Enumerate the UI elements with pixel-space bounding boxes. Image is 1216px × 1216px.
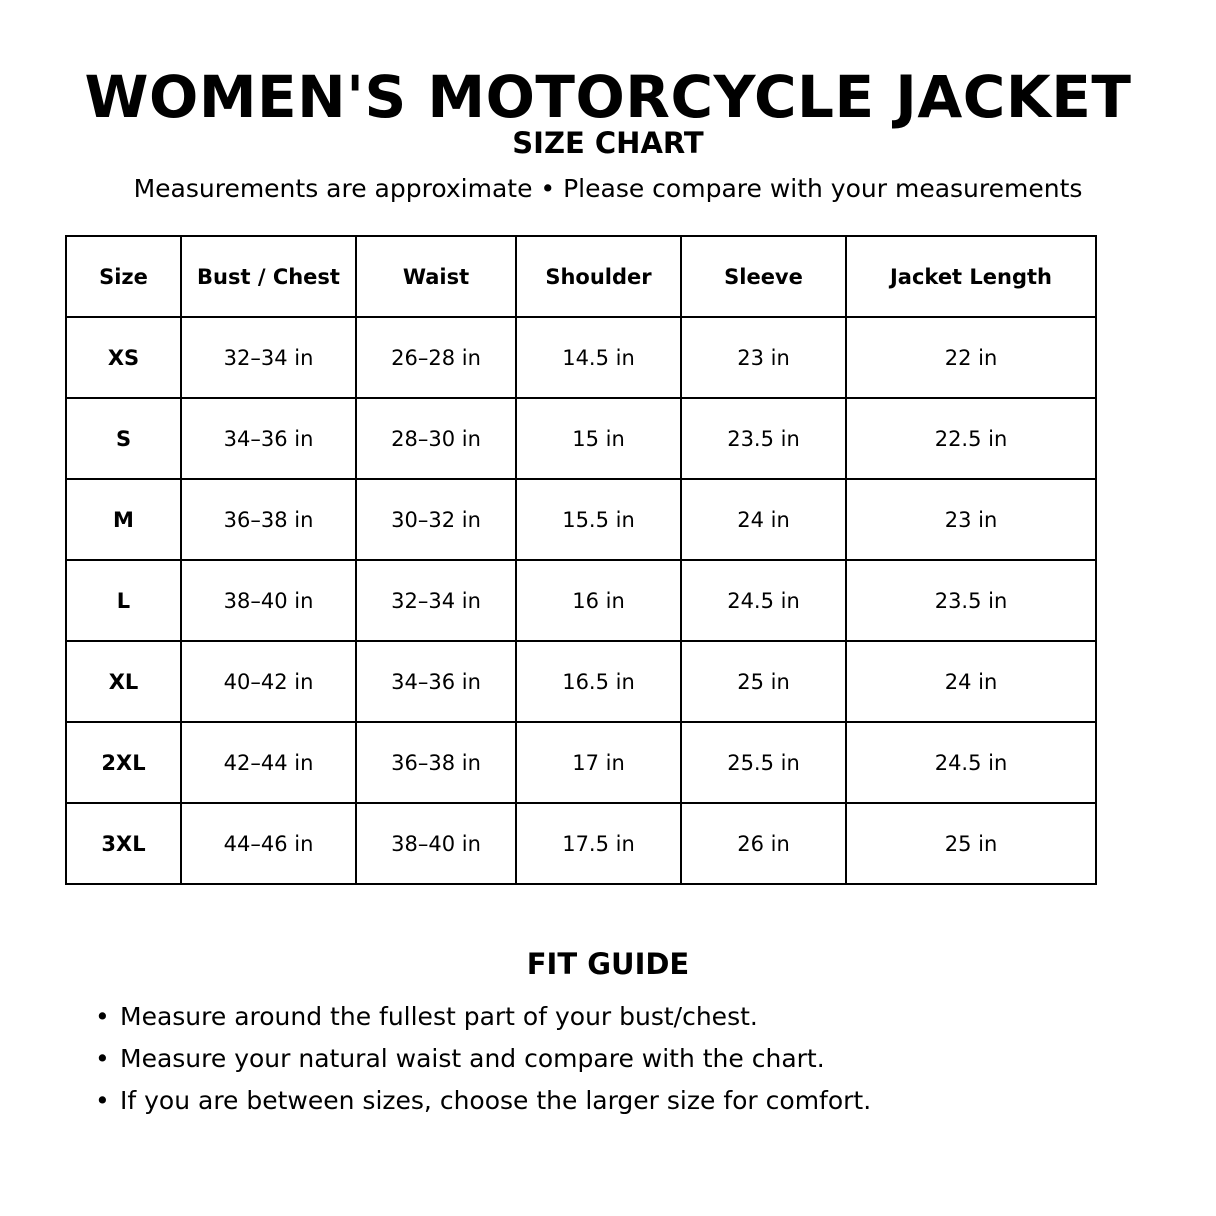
table-row	[66, 398, 1096, 479]
fit-guide-item-text: Measure around the fullest part of your bust/chest.	[120, 1002, 758, 1031]
measurement-note: Measurements are approximate • Please compare with your measurements	[133, 174, 1083, 203]
jacket-length-cell: 22 in	[846, 317, 1096, 398]
bust-chest-cell: 36–38 in	[181, 479, 356, 560]
shoulder-cell: 15 in	[516, 398, 681, 479]
column-header-size: Size	[66, 236, 181, 317]
sleeve-cell: 25.5 in	[681, 722, 846, 803]
bust-chest-cell: 40–42 in	[181, 641, 356, 722]
page-title: WOMEN'S MOTORCYCLE JACKET	[84, 63, 1132, 131]
column-header-shoulder: Shoulder	[516, 236, 681, 317]
size-cell: 2XL	[66, 722, 181, 803]
table-row	[66, 560, 1096, 641]
table-header-row	[66, 236, 1096, 317]
jacket-length-cell: 22.5 in	[846, 398, 1096, 479]
size-cell: L	[66, 560, 181, 641]
waist-cell: 38–40 in	[356, 803, 516, 884]
shoulder-cell: 17.5 in	[516, 803, 681, 884]
waist-cell: 36–38 in	[356, 722, 516, 803]
bullet-icon: •	[95, 1002, 110, 1031]
size-cell: S	[66, 398, 181, 479]
jacket-length-cell: 23 in	[846, 479, 1096, 560]
table-row	[66, 722, 1096, 803]
sleeve-cell: 25 in	[681, 641, 846, 722]
jacket-length-cell: 25 in	[846, 803, 1096, 884]
bullet-icon: •	[95, 1044, 110, 1073]
column-header-jacket-length: Jacket Length	[846, 236, 1096, 317]
shoulder-cell: 16.5 in	[516, 641, 681, 722]
table-row	[66, 641, 1096, 722]
column-header-bust-chest: Bust / Chest	[181, 236, 356, 317]
bullet-icon: •	[95, 1086, 110, 1115]
column-header-sleeve: Sleeve	[681, 236, 846, 317]
jacket-length-cell: 23.5 in	[846, 560, 1096, 641]
sleeve-cell: 24.5 in	[681, 560, 846, 641]
waist-cell: 28–30 in	[356, 398, 516, 479]
waist-cell: 34–36 in	[356, 641, 516, 722]
sleeve-cell: 24 in	[681, 479, 846, 560]
size-cell: M	[66, 479, 181, 560]
waist-cell: 32–34 in	[356, 560, 516, 641]
table-row	[66, 479, 1096, 560]
fit-guide-item	[95, 996, 871, 1038]
bust-chest-cell: 34–36 in	[181, 398, 356, 479]
column-header-waist: Waist	[356, 236, 516, 317]
size-cell: XL	[66, 641, 181, 722]
bust-chest-cell: 32–34 in	[181, 317, 356, 398]
fit-guide-title: FIT GUIDE	[526, 947, 690, 981]
size-chart-table	[65, 235, 1097, 885]
sleeve-cell: 23 in	[681, 317, 846, 398]
table-row	[66, 803, 1096, 884]
fit-guide-list	[95, 996, 871, 1122]
shoulder-cell: 17 in	[516, 722, 681, 803]
fit-guide-item-text: Measure your natural waist and compare with the chart.	[120, 1044, 825, 1073]
sleeve-cell: 23.5 in	[681, 398, 846, 479]
shoulder-cell: 16 in	[516, 560, 681, 641]
waist-cell: 30–32 in	[356, 479, 516, 560]
size-cell: XS	[66, 317, 181, 398]
table-row	[66, 317, 1096, 398]
fit-guide-item	[95, 1038, 871, 1080]
fit-guide-item-text: If you are between sizes, choose the larger size for comfort.	[120, 1086, 872, 1115]
page-subtitle: SIZE CHART	[512, 126, 704, 160]
waist-cell: 26–28 in	[356, 317, 516, 398]
shoulder-cell: 14.5 in	[516, 317, 681, 398]
bust-chest-cell: 42–44 in	[181, 722, 356, 803]
shoulder-cell: 15.5 in	[516, 479, 681, 560]
jacket-length-cell: 24.5 in	[846, 722, 1096, 803]
fit-guide-item	[95, 1080, 871, 1122]
sleeve-cell: 26 in	[681, 803, 846, 884]
jacket-length-cell: 24 in	[846, 641, 1096, 722]
size-cell: 3XL	[66, 803, 181, 884]
bust-chest-cell: 38–40 in	[181, 560, 356, 641]
bust-chest-cell: 44–46 in	[181, 803, 356, 884]
